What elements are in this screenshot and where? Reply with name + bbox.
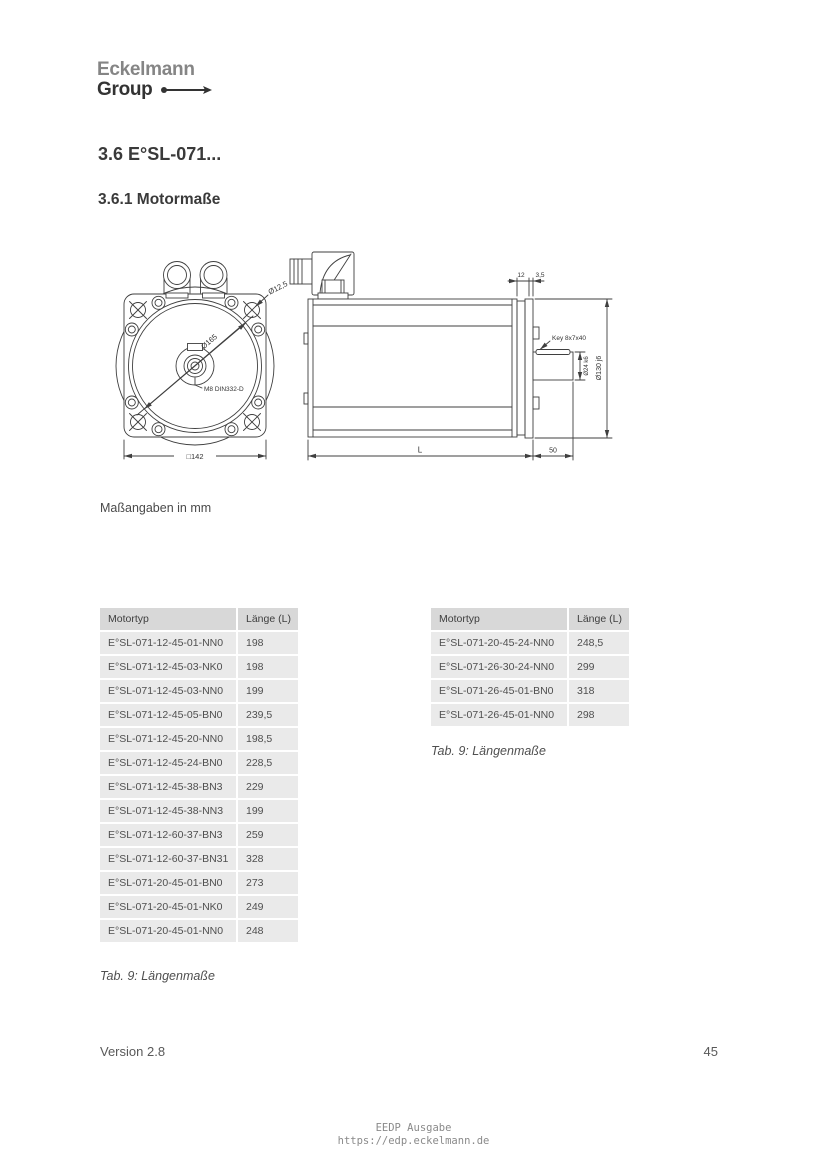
table-row [100,872,298,894]
table-header-row [431,608,629,630]
table-header-row [100,608,298,630]
company-logo [97,60,212,100]
table-cell: 273 [238,872,298,894]
col-motortyp: Motortyp [431,608,567,630]
table-cell: E°SL-071-12-60-37-BN3 [100,824,236,846]
watermark-line1: EEDP Ausgabe [375,1122,452,1134]
table-cell: 248,5 [569,632,629,654]
label-square-width: □142 [186,452,204,461]
table-row [100,632,298,654]
footer-version: Version 2.8 [100,1044,166,1059]
table-cell: E°SL-071-20-45-24-NN0 [431,632,567,654]
table-caption-left: Tab. 9: Längenmaße [100,969,215,983]
footer-page-number: 45 [703,1044,718,1059]
dimension-note: Maßangaben in mm [100,501,212,515]
logo-text-eckelmann: Eckelmann [97,59,195,80]
subsection-heading: 3.6.1 Motormaße [98,191,221,208]
table-row [100,800,298,822]
table-row [100,824,298,846]
label-hole-dia: Ø12,5 [266,279,290,297]
label-pilot-dia: Ø165 [199,332,220,351]
table-cell: 229 [238,776,298,798]
label-dim-12: 12 [517,272,525,279]
table-cell: E°SL-071-12-45-01-NN0 [100,632,236,654]
section-heading: 3.6 E°SL-071... [98,144,222,164]
table-cell: 249 [238,896,298,918]
table-row [100,896,298,918]
logo-arrow-icon [160,84,212,96]
table-cell: E°SL-071-12-45-38-NN3 [100,800,236,822]
table-cell: 198 [238,656,298,678]
table-row [431,656,629,678]
col-laenge: Länge (L) [238,608,298,630]
label-shaft-len: 50 [549,447,557,455]
logo-text-group: Group [97,78,153,100]
table-cell: E°SL-071-20-45-01-NK0 [100,896,236,918]
table-row [100,728,298,750]
table-cell: E°SL-071-12-60-37-BN31 [100,848,236,870]
side-connector [290,252,354,299]
table-cell: 198 [238,632,298,654]
table-row [431,704,629,726]
table-cell: E°SL-071-12-45-03-NK0 [100,656,236,678]
table-cell: 248 [238,920,298,942]
table-cell: E°SL-071-12-45-05-BN0 [100,704,236,726]
table-cell: 318 [569,680,629,702]
label-shaft-dia: Ø24 k6 [584,356,590,376]
table-cell: E°SL-071-20-45-01-BN0 [100,872,236,894]
label-length: L [417,445,423,455]
label-thread: M8 DIN332-D [204,386,244,393]
table-cell: 239,5 [238,704,298,726]
table-cell: E°SL-071-26-30-24-NN0 [431,656,567,678]
front-connectors [164,262,228,299]
table-cell: 198,5 [238,728,298,750]
col-motortyp: Motortyp [100,608,236,630]
table-cell: 199 [238,800,298,822]
col-laenge: Länge (L) [569,608,629,630]
table-cell: 259 [238,824,298,846]
table-cell: E°SL-071-12-45-24-BN0 [100,752,236,774]
front-view [116,262,289,462]
table-cell: 228,5 [238,752,298,774]
table-caption-right: Tab. 9: Längenmaße [431,744,546,758]
table-cell: E°SL-071-26-45-01-NN0 [431,704,567,726]
motor-drawing [95,233,625,483]
table-row [431,632,629,654]
table-row [100,656,298,678]
table-row [100,704,298,726]
label-key: Key 8x7x40 [552,335,586,342]
watermark [0,1122,827,1148]
label-dim-3-5: 3,5 [535,272,545,279]
side-view [290,252,573,438]
table-row [431,680,629,702]
table-row [100,680,298,702]
table-cell: E°SL-071-12-45-20-NN0 [100,728,236,750]
table-cell: E°SL-071-12-45-38-BN3 [100,776,236,798]
table-row [100,776,298,798]
table-cell: 298 [569,704,629,726]
table-cell: 299 [569,656,629,678]
table-row [100,752,298,774]
table-cell: 328 [238,848,298,870]
table-cell: 199 [238,680,298,702]
motor-table-left [98,606,300,944]
label-flange-dia: Ø130 j6 [596,355,603,381]
table-cell: E°SL-071-12-45-03-NN0 [100,680,236,702]
table-row [100,920,298,942]
watermark-line2: https://edp.eckelmann.de [337,1135,490,1147]
table-cell: E°SL-071-20-45-01-NN0 [100,920,236,942]
table-row [100,848,298,870]
motor-table-right [429,606,631,728]
table-cell: E°SL-071-26-45-01-BN0 [431,680,567,702]
